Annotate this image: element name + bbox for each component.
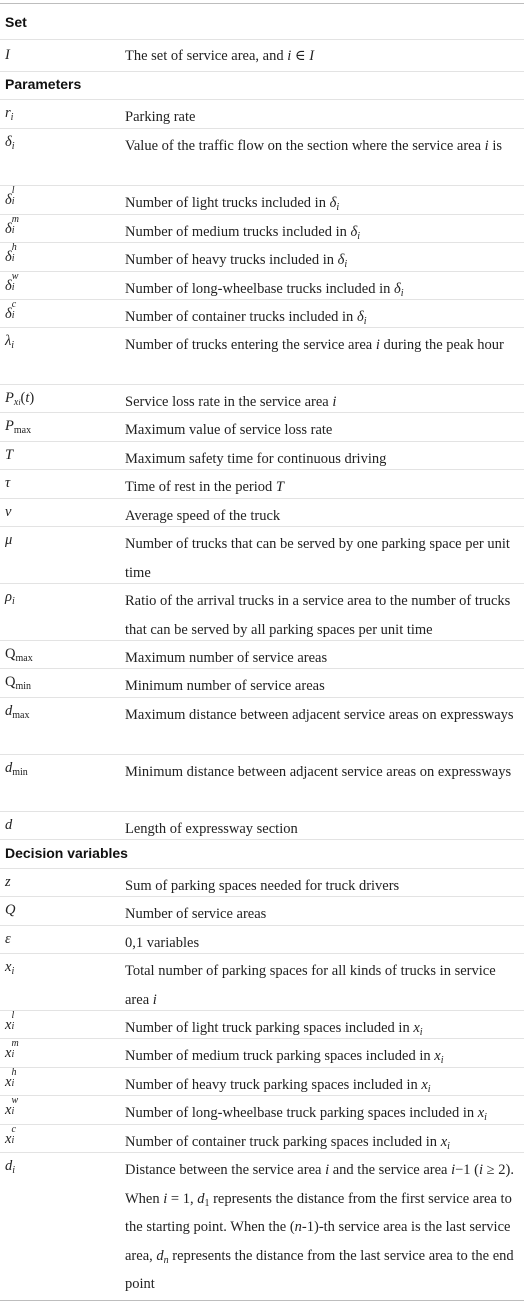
description-cell: Ratio of the arrival trucks in a service area to the number of trucks that can be served by all parking spaces per unit time — [125, 593, 511, 638]
symbol-cell: $d_{min}$ — [5, 760, 28, 778]
table-row — [0, 641, 524, 669]
description-cell: Parking rate — [125, 109, 196, 125]
table-row — [0, 413, 524, 442]
table-row — [0, 926, 524, 954]
symbol-cell: τ — [5, 475, 11, 491]
description-cell: Number of container truck parking spaces included in $x_i$ — [125, 1134, 450, 1152]
description-cell: The set of service area, and i ∈ I — [125, 48, 315, 64]
description-cell: Total number of parking spaces for all kinds of trucks in service area i — [125, 963, 496, 1008]
symbol-cell: $d_i$ — [5, 1158, 16, 1176]
table-row — [0, 1125, 524, 1153]
symbol-cell: x h i — [5, 1067, 17, 1090]
table-bottom-rule — [0, 1300, 524, 1301]
symbol-cell: T — [5, 447, 14, 463]
symbol-cell: $\delta_i$ — [5, 134, 15, 152]
symbol-cell: $d_{max}$ — [5, 703, 30, 721]
table-row — [0, 755, 524, 812]
description-cell: Number of container trucks included in $\delta_i$ — [125, 309, 367, 327]
table-row — [0, 499, 524, 527]
symbol-cell: δ w i — [5, 271, 19, 294]
description-cell: Number of medium truck parking spaces included in $x_i$ — [125, 1048, 444, 1066]
description-cell: Maximum safety time for continuous driving — [125, 451, 387, 467]
table-row — [0, 470, 524, 499]
table-row — [0, 215, 524, 243]
table-row — [0, 869, 524, 897]
table-row — [0, 243, 524, 272]
table-row — [0, 442, 524, 470]
symbol-cell: Q — [5, 902, 16, 918]
description-cell: Number of long-wheelbase trucks included in $\delta_i$ — [125, 281, 404, 299]
symbol-cell: δ h i — [5, 242, 17, 265]
description-cell: Service loss rate in the service area i — [125, 394, 337, 410]
symbol-cell: $Q_{max}$ — [5, 646, 33, 664]
table-row — [0, 385, 524, 413]
table-row — [0, 669, 524, 698]
description-cell: Sum of parking spaces needed for truck drivers — [125, 878, 400, 894]
table-row — [0, 100, 524, 129]
description-cell: Number of heavy truck parking spaces included in $x_i$ — [125, 1077, 431, 1095]
symbol-cell: ε — [5, 931, 11, 947]
description-cell: Minimum number of service areas — [125, 678, 325, 694]
symbol-cell: x l i — [5, 1010, 15, 1033]
section-title: Set — [5, 14, 27, 30]
description-cell: Number of medium trucks included in $\delta_i$ — [125, 224, 361, 242]
symbol-cell: $x_i$ — [5, 959, 15, 977]
description-cell: Time of rest in the period T — [125, 479, 284, 495]
symbol-cell: d — [5, 817, 13, 833]
table-row — [0, 186, 524, 215]
description-cell: Number of service areas — [125, 906, 267, 922]
description-cell: 0,1 variables — [125, 935, 200, 951]
description-cell: Maximum distance between adjacent service areas on expressways — [125, 707, 514, 723]
symbol-cell: I — [5, 47, 10, 63]
symbol-cell: $Q_{min}$ — [5, 674, 32, 692]
table-row — [0, 812, 524, 840]
description-cell: Number of light truck parking spaces included in $x_i$ — [125, 1020, 423, 1038]
description-cell: Number of trucks that can be served by one parking space per unit time — [125, 536, 510, 581]
description-cell: Minimum distance between adjacent service areas on expressways — [125, 764, 512, 780]
description-cell: Maximum value of service loss rate — [125, 422, 333, 438]
table-row — [0, 1011, 524, 1039]
table-row — [0, 272, 524, 300]
table-row — [0, 584, 524, 641]
symbol-cell: x c i — [5, 1124, 16, 1147]
description-cell: Number of heavy trucks included in $\delta_i$ — [125, 252, 348, 270]
description-cell: Length of expressway section — [125, 821, 298, 837]
description-cell: Maximum number of service areas — [125, 650, 328, 666]
table-row — [0, 1068, 524, 1096]
table-row — [0, 300, 524, 328]
description-cell: Number of trucks entering the service area i during the peak hour — [125, 337, 504, 353]
symbol-cell: $r_i$ — [5, 105, 14, 123]
table-row — [0, 1039, 524, 1068]
table-row — [0, 954, 524, 1011]
symbol-cell: $\lambda_i$ — [5, 333, 15, 351]
section-title: Parameters — [5, 76, 82, 92]
symbol-cell: δ l i — [5, 185, 15, 208]
symbol-cell: δ c i — [5, 299, 17, 322]
table-row — [0, 698, 524, 755]
table-row — [0, 129, 524, 186]
table-row — [0, 328, 524, 385]
description-cell: Average speed of the truck — [125, 508, 281, 524]
table-row — [0, 897, 524, 926]
table-row — [0, 1096, 524, 1125]
symbol-cell: μ — [5, 532, 13, 548]
symbol-cell: $\rho_i$ — [5, 589, 15, 607]
section-title: Decision variables — [5, 845, 128, 861]
table-row — [0, 1153, 524, 1299]
section-header-decision-variables — [0, 840, 524, 869]
symbol-cell: ν — [5, 504, 12, 520]
symbol-cell: x w i — [5, 1095, 19, 1118]
section-header-parameters — [0, 72, 524, 100]
symbol-cell: $P_{xi}(t)$ — [5, 390, 35, 408]
description-cell: Number of long-wheelbase truck parking spaces included in $x_i$ — [125, 1105, 487, 1123]
table-row — [0, 527, 524, 584]
symbol-cell: $P_{max}$ — [5, 418, 32, 436]
description-cell: Distance between the service area i and the service area i−1 (i ≥ 2). When i = 1, $d_1$ represents the distance from the first service area to the starting point. When the (n-1)-th service area is the last service area, $d_n$ represents the distance from the last service area to the end point — [125, 1162, 514, 1293]
description-cell: Value of the traffic flow on the section where the service area i is — [125, 138, 502, 154]
symbol-cell: x m i — [5, 1038, 19, 1061]
section-header-set — [0, 4, 524, 40]
table-row — [0, 40, 524, 72]
symbol-cell: δ m i — [5, 214, 19, 237]
symbol-cell: z — [5, 874, 11, 890]
description-cell: Number of light trucks included in $\delta_i$ — [125, 195, 340, 213]
